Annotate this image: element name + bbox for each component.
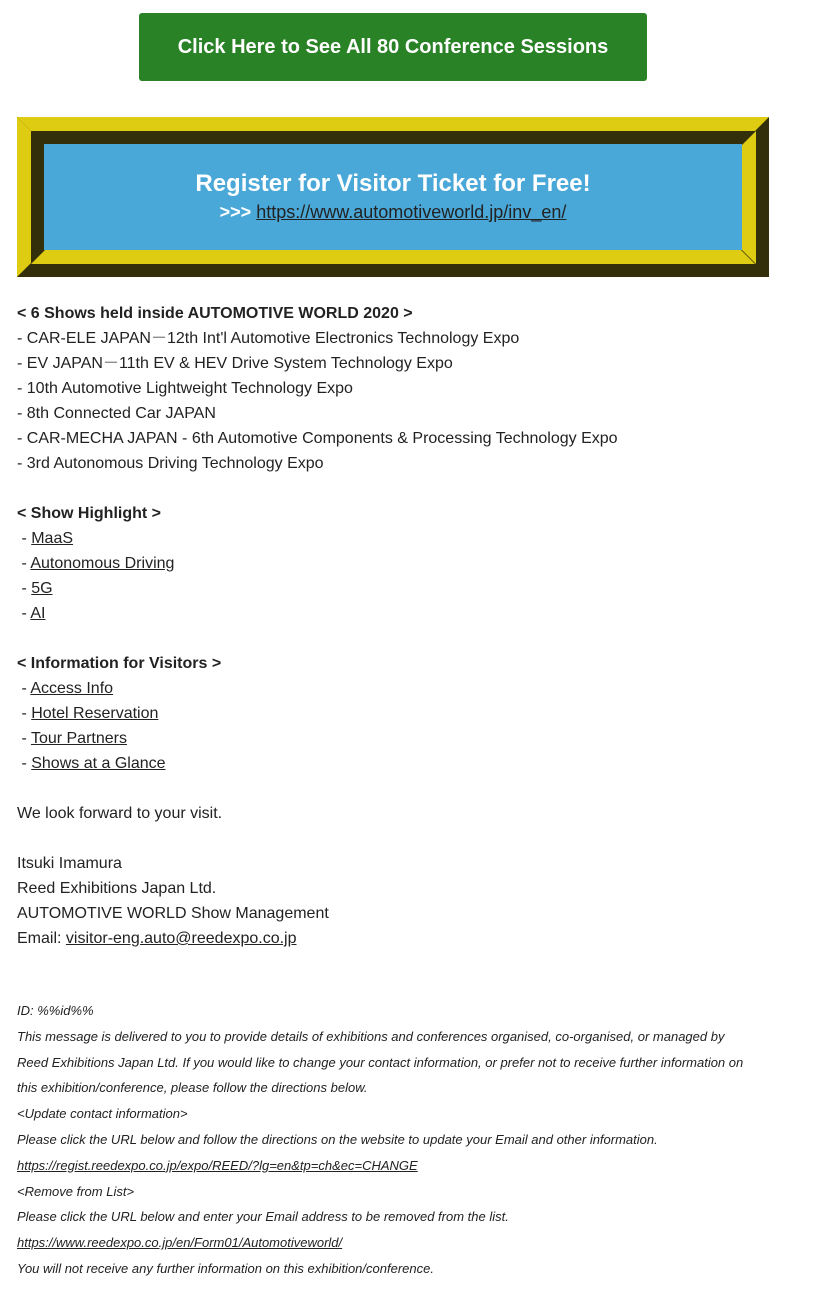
update-url-line: [17, 1153, 797, 1179]
remove-heading: <Remove from List>: [17, 1183, 135, 1199]
visitor-item: - Tour Partners: [17, 730, 127, 747]
register-title: Register for Visitor Ticket for Free!: [195, 170, 591, 197]
signature-team: AUTOMOTIVE WORLD Show Management: [17, 905, 329, 922]
see-all-sessions-button[interactable]: [139, 13, 647, 81]
register-panel: [44, 144, 742, 250]
highlight-item: - AI: [17, 605, 46, 622]
footer-notice: Reed Exhibitions Japan Ltd. If you would like to change your contact information, or prefer not to receive further information on: [17, 1054, 744, 1070]
highlight-item: - MaaS: [17, 530, 74, 547]
hotel-reservation-link[interactable]: Hotel Reservation: [31, 705, 159, 722]
visitor-item: - Hotel Reservation: [17, 705, 159, 722]
email-link[interactable]: visitor-eng.auto@reedexpo.co.jp: [65, 930, 297, 947]
signature-name: Itsuki Imamura: [17, 855, 122, 872]
highlight-item: - 5G: [17, 580, 53, 597]
show-item: - CAR-ELE JAPAN－12th Int'l Automotive Electronics Technology Expo: [17, 330, 520, 347]
frame-border-left: [17, 117, 31, 277]
footer-notice: this exhibition/conference, please follow the directions below.: [17, 1080, 368, 1096]
legal-footer: [17, 998, 797, 1282]
show-item: - 3rd Autonomous Driving Technology Expo: [17, 455, 324, 472]
remove-text: Please click the URL below and enter your Email address to be removed from the list.: [17, 1209, 509, 1225]
update-heading: <Update contact information>: [17, 1106, 188, 1122]
highlight-link-ai[interactable]: AI: [30, 605, 46, 622]
highlight-link-autonomous-driving[interactable]: Autonomous Driving: [30, 555, 175, 572]
update-contact-link[interactable]: https://regist.reedexpo.co.jp/expo/REED/?lg=en&tp=ch&ec=CHANGE: [17, 1157, 418, 1173]
footer-id: ID: %%id%%: [17, 1003, 94, 1018]
frame-border-inner-bottom: [31, 250, 755, 264]
visitors-heading: < Information for Visitors >: [17, 655, 222, 672]
shows-heading: < 6 Shows held inside AUTOMOTIVE WORLD 2020 >: [17, 305, 413, 322]
highlight-item: - Autonomous Driving: [17, 555, 175, 572]
show-item: - CAR-MECHA JAPAN - 6th Automotive Components & Processing Technology Expo: [17, 430, 618, 447]
closing-text: We look forward to your visit.: [17, 805, 223, 822]
tour-partners-link[interactable]: Tour Partners: [30, 730, 127, 747]
access-info-link[interactable]: Access Info: [30, 680, 114, 697]
show-item: - EV JAPAN－11th EV & HEV Drive System Technology Expo: [17, 355, 453, 372]
register-arrows: >>>: [219, 202, 252, 222]
remove-from-list-link[interactable]: https://www.reedexpo.co.jp/en/Form01/Automotiveworld/: [17, 1235, 343, 1251]
shows-at-a-glance-link[interactable]: Shows at a Glance: [31, 755, 166, 772]
register-banner: [17, 117, 769, 277]
highlight-link-maas[interactable]: MaaS: [31, 530, 74, 547]
show-item: - 8th Connected Car JAPAN: [17, 405, 216, 422]
footer-notice: This message is delivered to you to provide details of exhibitions and conferences organised, co-organised, or managed by: [17, 1028, 725, 1044]
highlight-link-5g[interactable]: 5G: [31, 580, 53, 597]
visitor-item: - Access Info: [17, 680, 114, 697]
highlights-heading: < Show Highlight >: [17, 505, 161, 522]
frame-border-inner-right: [742, 131, 756, 264]
signature-company: Reed Exhibitions Japan Ltd.: [17, 880, 217, 897]
remove-url-line: [17, 1230, 797, 1256]
register-link-line: [220, 199, 567, 225]
frame-border-top: [17, 117, 769, 131]
footer-final: You will not receive any further information on this exhibition/conference.: [17, 1260, 434, 1276]
update-text: Please click the URL below and follow the directions on the website to update your Email and other information.: [17, 1131, 658, 1147]
visitor-item: - Shows at a Glance: [17, 755, 166, 772]
email-body: [17, 301, 797, 951]
signature-email: Email: visitor-eng.auto@reedexpo.co.jp: [17, 930, 297, 947]
show-item: - 10th Automotive Lightweight Technology Expo: [17, 380, 353, 397]
register-link[interactable]: https://www.automotiveworld.jp/inv_en/: [256, 202, 567, 222]
see-all-sessions-label: Click Here to See All 80 Conference Sessions: [177, 35, 609, 58]
